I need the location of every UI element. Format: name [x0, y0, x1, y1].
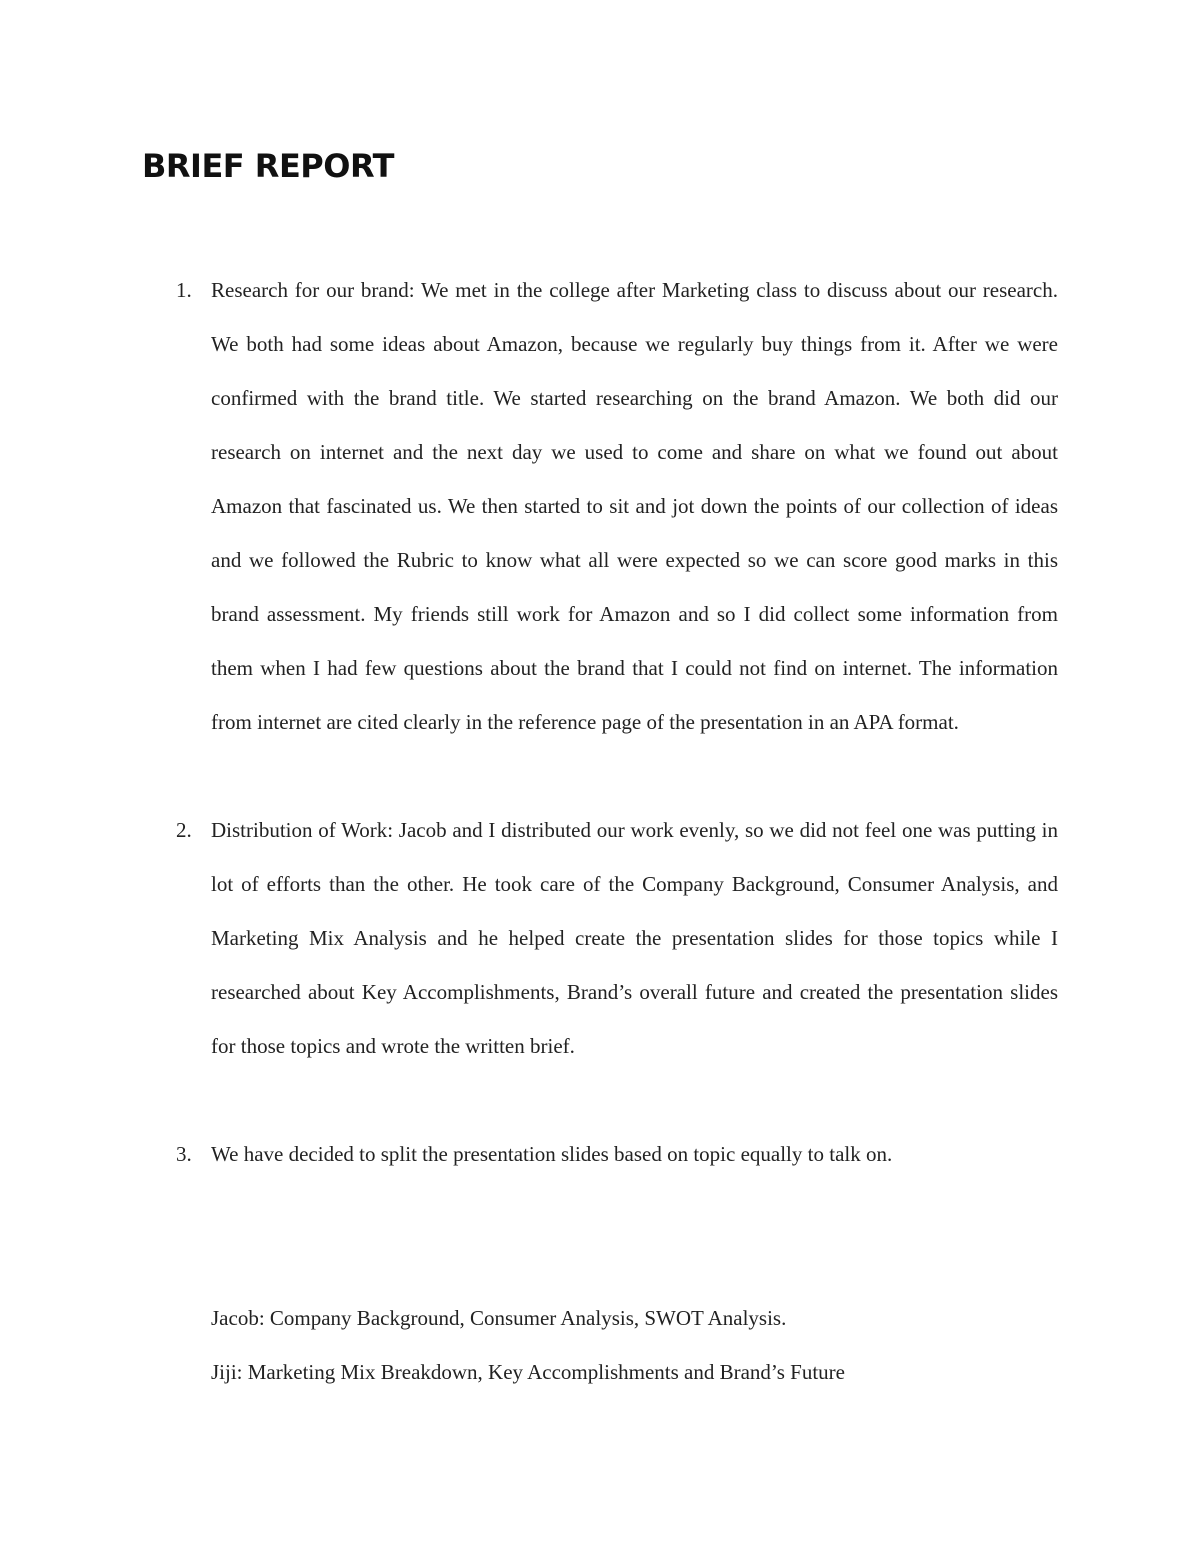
assignment-jacob: Jacob: Company Background, Consumer Analysis, SWOT Analysis.: [211, 1306, 787, 1330]
list-number: 1.: [176, 278, 192, 302]
assignments-block: [142, 1291, 1127, 1399]
page-title: BRIEF REPORT: [142, 147, 394, 185]
assignment-jiji: Jiji: Marketing Mix Breakdown, Key Accomplishments and Brand’s Future: [211, 1360, 845, 1384]
list-item-research: [142, 263, 1058, 749]
list-item-text: Distribution of Work: Jacob and I distributed our work evenly, so we did not feel one was putting in lot of efforts than the other. He took care of the Company Background, Consumer Analysis, and Marketing Mix Analysis and he helped create the presentation slides for those topics while I researched about Key Accomplishments, Brand’s overall future and created the presentation slides for those topics and wrote the written brief.: [211, 818, 1058, 1058]
list-item-text: Research for our brand: We met in the college after Marketing class to discuss about our research. We both had some ideas about Amazon, because we regularly buy things from it. After we were confirmed with the brand title. We started researching on the brand Amazon. We both did our research on internet and the next day we used to come and share on what we found out about Amazon that fascinated us. We then started to sit and jot down the points of our collection of ideas and we followed the Rubric to know what all were expected so we can score good marks in this brand assessment. My friends still work for Amazon and so I did collect some information from them when I had few questions about the brand that I could not find on internet. The information from internet are cited clearly in the reference page of the presentation in an APA format.: [211, 278, 1058, 734]
list-item-distribution: [142, 803, 1058, 1073]
list-item-presentation-split: [142, 1127, 1058, 1181]
list-number: 3.: [176, 1142, 192, 1166]
list-number: 2.: [176, 818, 192, 842]
list-item-text: We have decided to split the presentation slides based on topic equally to talk on.: [211, 1142, 893, 1166]
report-list: [142, 263, 1058, 1181]
